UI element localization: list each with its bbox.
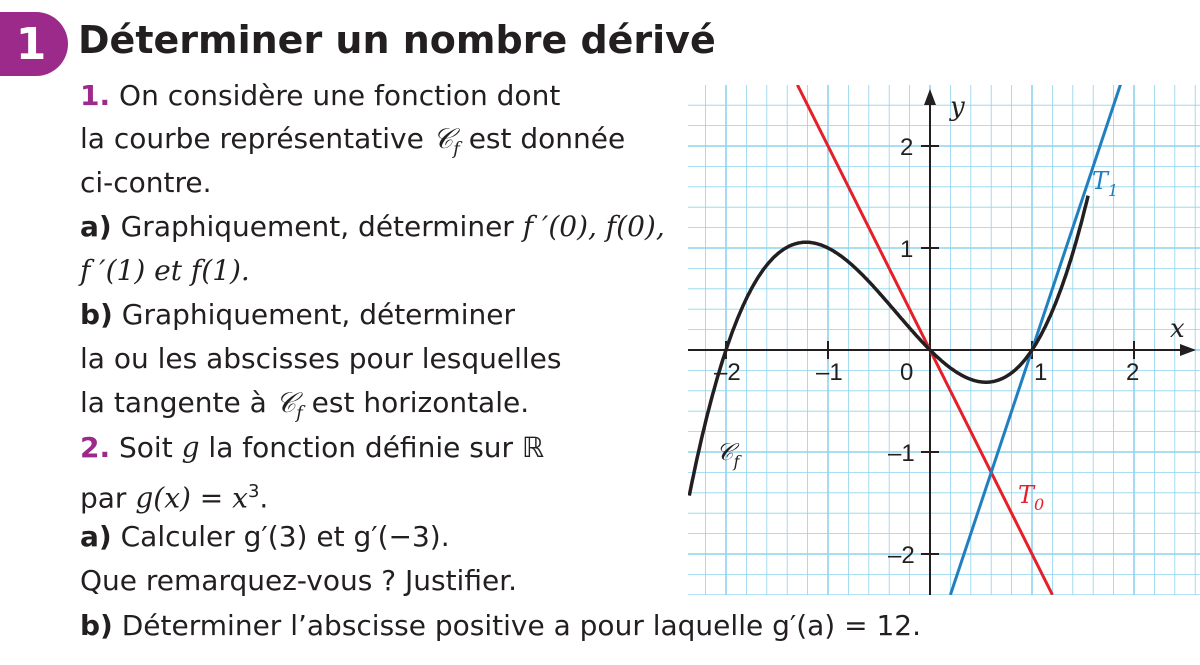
tangent-t1-label: $T_1$	[1092, 167, 1119, 200]
y-axis-arrow-icon	[924, 89, 936, 105]
q1b-line3: la tangente à 𝒞$_f$ est horizontale.	[80, 386, 530, 424]
grid-minor	[688, 85, 1200, 595]
cf-symbol: 𝒞	[432, 122, 454, 155]
tangent-t0-line	[797, 85, 1052, 595]
q2-line1: 2. Soit g la fonction définie sur ℝ	[80, 431, 545, 464]
q2a-line1: a) Calculer g′(3) et g′(−3).	[80, 520, 450, 553]
x-axis-label: x	[1170, 314, 1185, 344]
y-tick-label: –1	[888, 440, 915, 467]
q2b-line1: b) Déterminer l’abscisse positive a pour laquelle g′(a) = 12.	[80, 609, 922, 642]
q2-line2: par $g(x) = x^3$.	[80, 481, 269, 515]
tangent-t0-label: $T_0$	[1018, 481, 1045, 514]
exercise-title: Déterminer un nombre dérivé	[78, 18, 716, 62]
x-tick-label: –2	[714, 359, 741, 386]
function-graph	[688, 85, 1200, 595]
tick-labels	[714, 134, 1139, 569]
x-tick-label: –1	[816, 359, 843, 386]
x-axis-arrow-icon	[1180, 344, 1196, 356]
y-tick-label: 2	[900, 134, 914, 161]
y-tick-label: –2	[888, 542, 915, 569]
y-axis-label: y	[950, 92, 965, 122]
x-tick-label: 0	[900, 359, 914, 386]
grid-major	[688, 85, 1200, 595]
x-tick-label: 1	[1034, 359, 1048, 386]
x-tick-label: 2	[1126, 359, 1140, 386]
exercise-number-badge: 1	[0, 12, 68, 76]
q1b-line2: la ou les abscisses pour lesquelles	[80, 342, 562, 375]
q1-line1: 1. On considère une fonction dont	[80, 79, 561, 112]
y-tick-label: 1	[900, 236, 914, 263]
q2a-line2: Que remarquez-vous ? Justifier.	[80, 564, 518, 597]
q1a-line1: a) Graphiquement, déterminer f ′(0), f(0),	[80, 210, 665, 243]
q1b-line1: b) Graphiquement, déterminer	[80, 298, 515, 331]
q1-line3: ci-contre.	[80, 166, 212, 199]
q1-number: 1.	[80, 79, 111, 112]
q1a-line2: f ′(1) et f(1).	[80, 254, 250, 287]
curve-cf-label: 𝒞$_f$	[716, 438, 740, 471]
q1-line2: la courbe représentative 𝒞$_f$ est donnée	[80, 122, 626, 160]
q2-number: 2.	[80, 431, 111, 464]
